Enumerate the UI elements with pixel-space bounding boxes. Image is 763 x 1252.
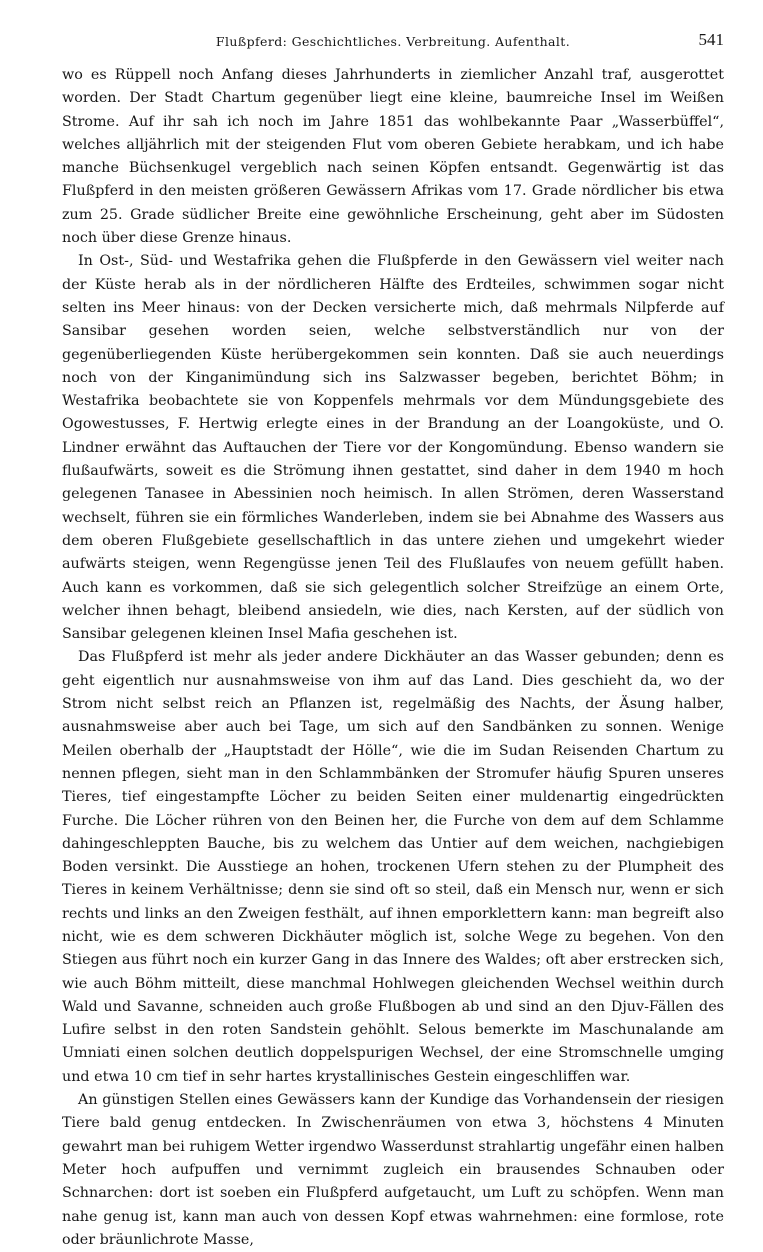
paragraph-3: Das Flußpferd ist mehr als jeder andere Dickhäuter an das Wasser gebunden; denn es geht eigentlich nur ausnahmsweise von ihm auf das Land. Dies geschieht da, wo der Strom nicht selbst reich an Pflanzen ist, regelmäßig des Nachts, der Äsung halber, ausnahmsweise aber auch bei Tage, um sich auf den Sandbänken zu sonnen. Wenige Meilen oberhalb der „Hauptstadt der Hölle“, wie die im Sudan Reisenden Chartum zu nennen pflegen, sieht man in den Schlammbänken der Stromufer häufig Spuren unseres Tieres, tief eingestampfte Löcher zu beiden Seiten einer muldenartig eingedrückten Furche. Die Löcher rühren von den Beinen her, die Furche von dem auf dem Schlamme dahingeschleppten Bauche, bis zu welchem das Untier auf dem weichen, nachgiebigen Boden versinkt. Die Ausstiege an hohen, trockenen Ufern stehen zu der Plumpheit des Tieres in keinem Verhältnisse; denn sie sind oft so steil, daß ein Mensch nur, wenn er sich rechts und links an den Zweigen festhält, auf ihnen emporklettern kann: man begreift also nicht, wie es dem schweren Dickhäuter möglich ist, solche Wege zu begehen. Von den Stiegen aus führt noch ein kurzer Gang in das Innere des Waldes; oft aber erstrecken sich, wie auch Böhm mitteilt, diese manchmal Hohlwegen gleichenden Wechsel weithin durch Wald und Savanne, schneiden auch große Flußbogen ab und sind an den Djuv-Fällen des Lufire selbst in den roten Sandstein gehöhlt. Selous bemerkte im Maschunalande am Umniati einen solchen deutlich doppelspurigen Wechsel, der eine Stromschnelle umging und etwa 10 cm tief in sehr hartes krystallinisches Gestein eingeschliffen war.: [62, 649, 724, 1085]
page-number: 541: [698, 30, 724, 49]
paragraph-4: An günstigen Stellen eines Gewässers kann der Kundige das Vorhandensein der riesigen Tiere bald genug entdecken. In Zwischenräumen von etwa 3, höchstens 4 Minuten gewahrt man bei ruhigem Wetter irgendwo Wasserdunst strahlartig ungefähr einen halben Meter hoch aufpuffen und vernimmt zugleich ein brausendes Schnauben oder Schnarchen: dort ist soeben ein Flußpferd aufgetaucht, um Luft zu schöpfen. Wenn man nahe genug ist, kann man auch von dessen Kopf etwas wahrnehmen: eine formlose, rote oder bräunlichrote Masse,: [62, 1092, 724, 1248]
paragraph-1: wo es Rüppell noch Anfang dieses Jahrhunderts in ziemlicher Anzahl traf, ausgerottet worden. Der Stadt Chartum gegenüber liegt eine kleine, baumreiche Insel im Weißen Strome. Auf ihr sah ich noch im Jahre 1851 das wohlbekannte Paar „Wasserbüffel“, welches alljährlich mit der steigenden Flut vom oberen Gebiete herabkam, und ich habe manche Büchsenkugel vergeblich nach seinen Köpfen entsandt. Gegenwärtig ist das Flußpferd in den meisten größeren Gewässern Afrikas vom 17. Grade nördlicher bis etwa zum 25. Grade südlicher Breite eine gewöhnliche Erscheinung, geht aber im Südosten noch über diese Grenze hinaus.: [62, 67, 724, 247]
running-head: [62, 30, 724, 56]
paragraph-2: In Ost-, Süd- und Westafrika gehen die Flußpferde in den Gewässern viel weiter nach der Küste herab als in der nördlicheren Hälfte des Erdteiles, schwimmen sogar nicht selten ins Meer hinaus: von der Decken versicherte mich, daß mehrmals Nilpferde auf Sansibar gesehen worden seien, welche selbstverständlich nur von der gegenüberliegenden Küste herübergekommen sein konnten. Daß sie auch neuerdings noch von der Kinganimündung sich ins Salzwasser begeben, berichtet Böhm; in Westafrika beobachtete sie von Koppenfels mehrmals vor dem Mündungsgebiete des Ogowestusses, F. Hertwig erlegte eines in der Brandung an der Loangoküste, und O. Lindner erwähnt das Auftauchen der Tiere vor der Kongomündung. Ebenso wandern sie flußaufwärts, soweit es die Strömung ihnen gestattet, sind daher in dem 1940 m hoch gelegenen Tanasee in Abessinien noch heimisch. In allen Strömen, deren Wasserstand wechselt, führen sie ein förmliches Wanderleben, indem sie bei Abnahme des Wassers aus dem oberen Flußgebiete gesellschaftlich in das untere ziehen und umgekehrt wieder aufwärts steigen, wenn Regengüsse jenen Teil des Flußlaufes von neuem gefüllt haben. Auch kann es vorkommen, daß sie sich gelegentlich solcher Streifzüge an einem Orte, welcher ihnen behagt, bleibend ansiedeln, wie dies, nach Kersten, auf der südlich von Sansibar gelegenen kleinen Insel Mafia geschehen ist.: [62, 253, 724, 643]
running-title: Flußpferd: Geschichtliches. Verbreitung. Aufenthalt.: [215, 34, 571, 49]
body-text: [62, 64, 724, 1252]
book-page: [62, 30, 724, 1248]
